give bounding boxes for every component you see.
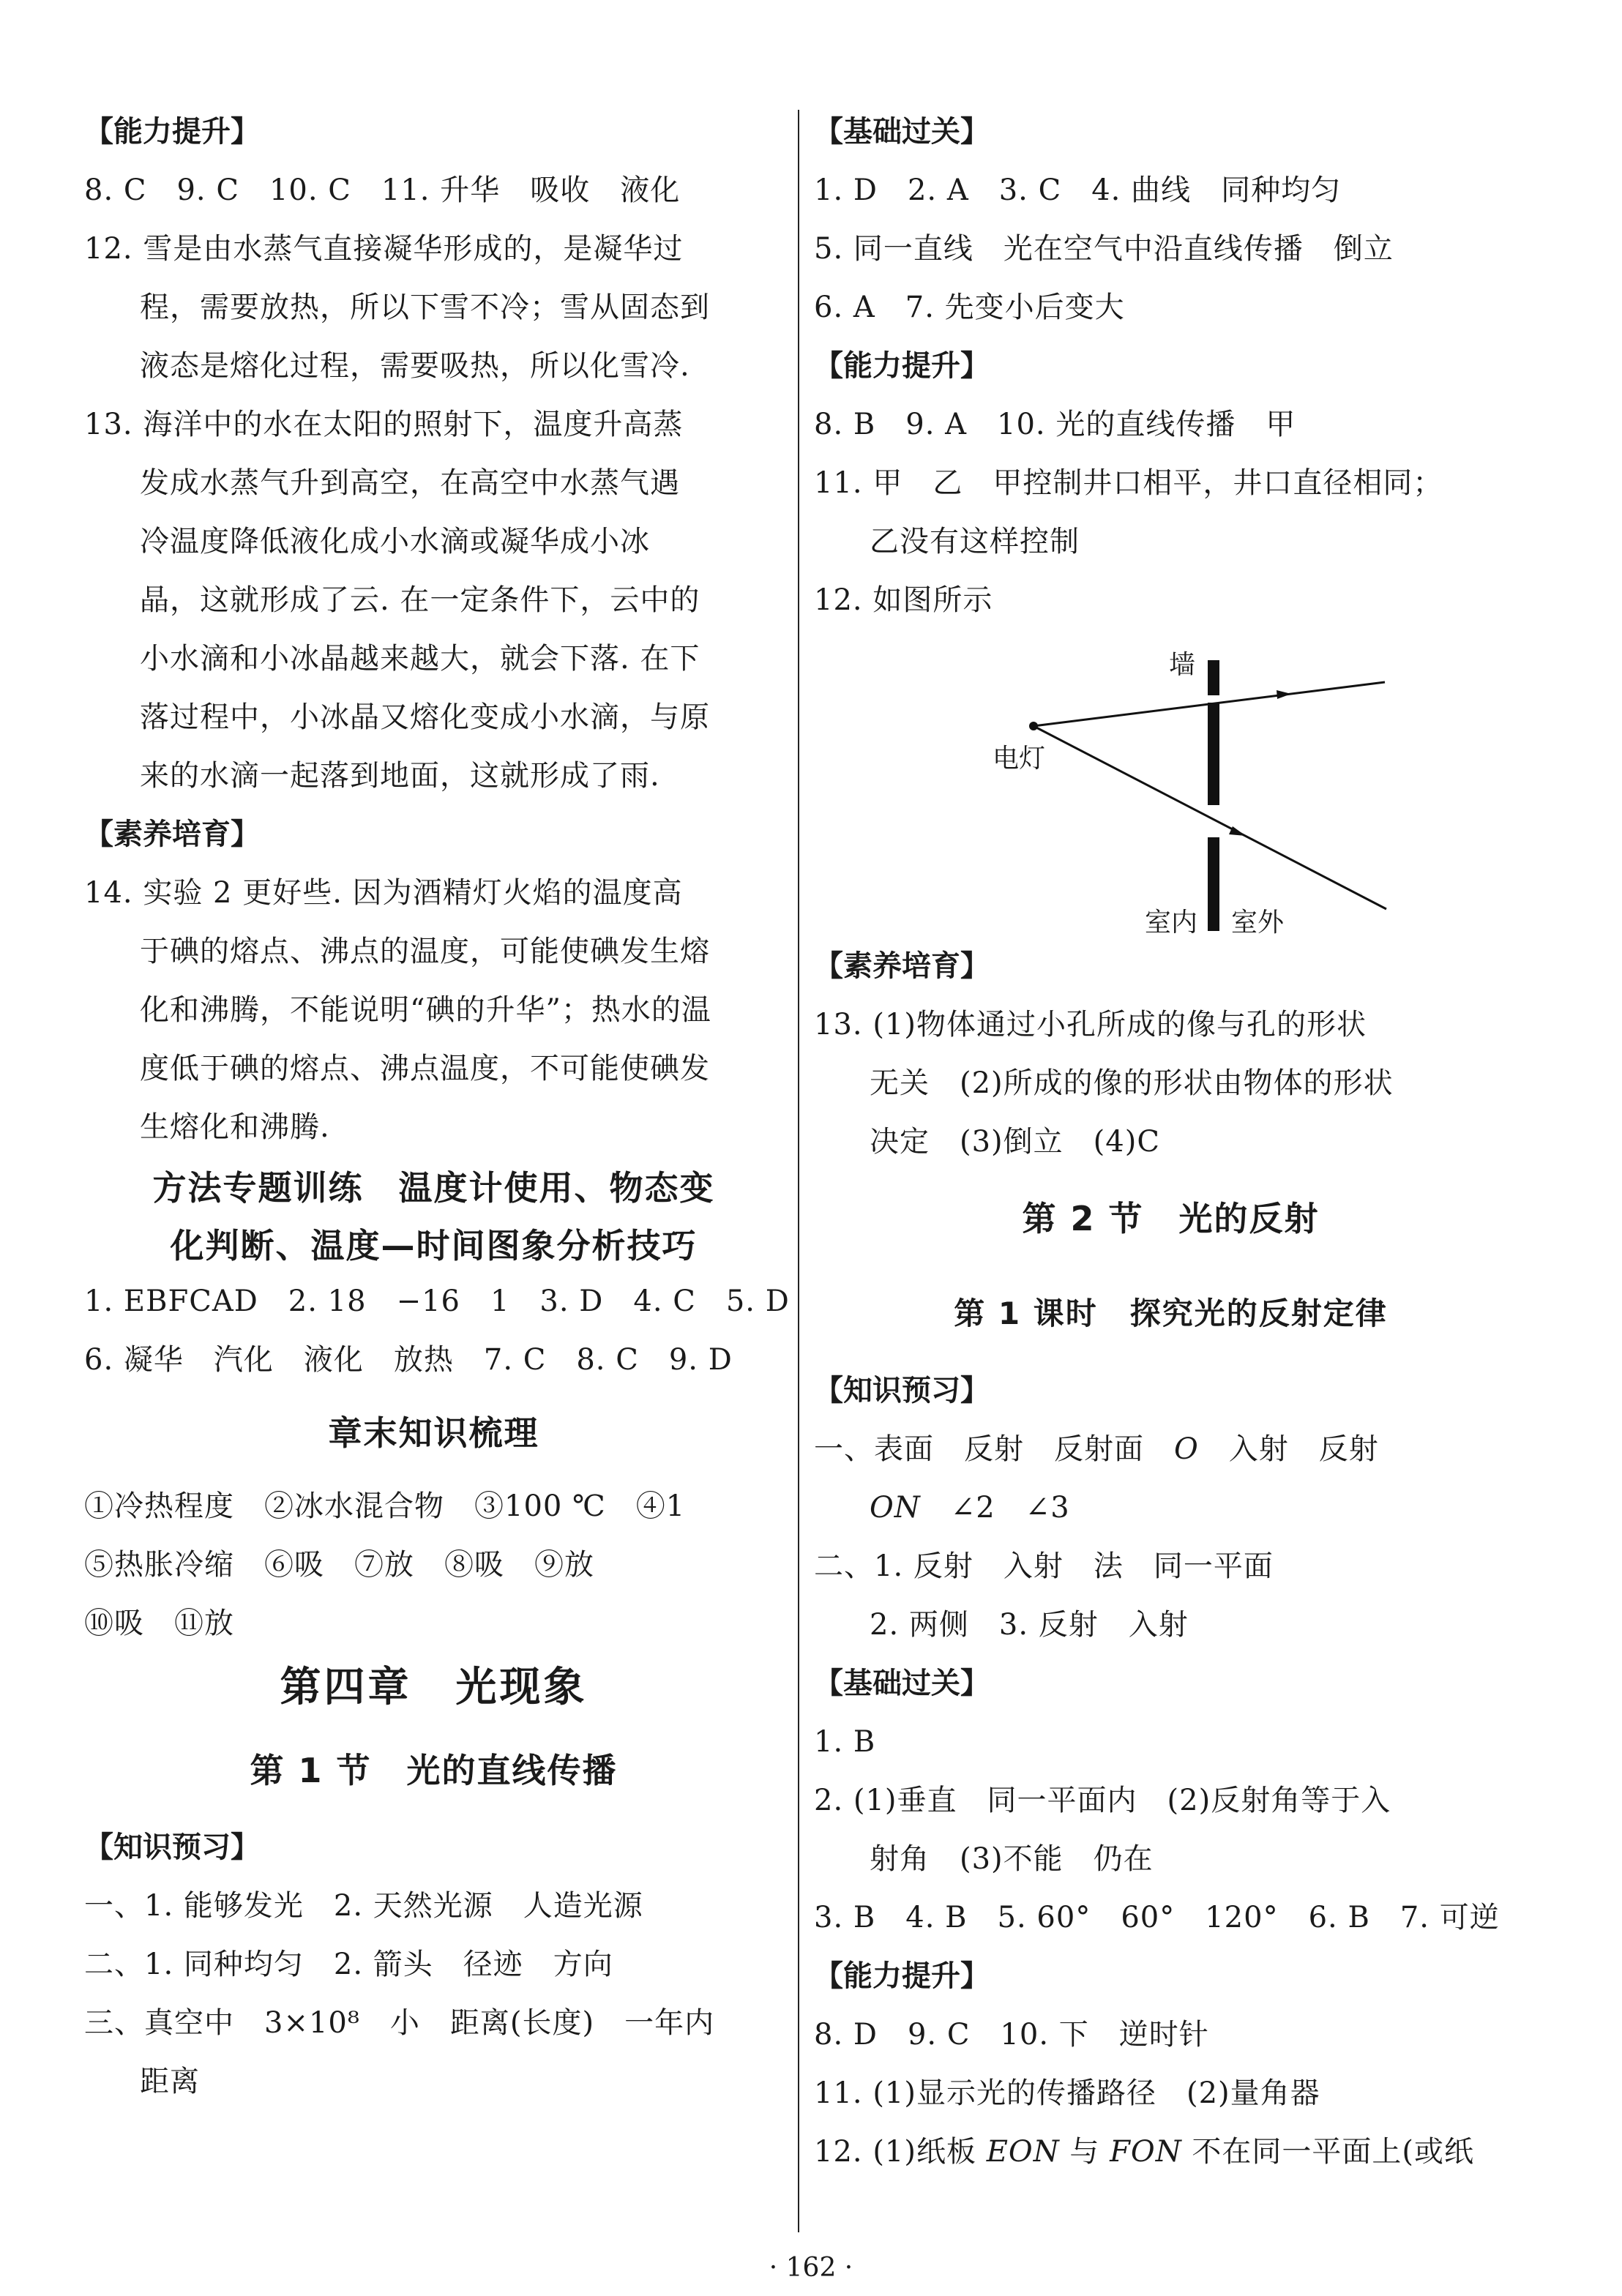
answer-line: 生熔化和沸腾. [140,1110,330,1144]
answer-line: 乙没有这样控制 [870,525,1080,558]
answer-line: 化和沸腾，不能说明“碘的升华”；热水的温 [140,993,711,1027]
answer-line: 1. D 2. A 3. C 4. 曲线 同种均匀 [814,173,1342,207]
page-number: · 162 · [769,2253,853,2283]
answer-line: 1. EBFCAD 2. 18 −16 1 3. D 4. C 5. D [84,1285,790,1318]
section-header-basic: 【基础过关】 [814,1667,990,1700]
board-fon: FON [1110,2135,1182,2169]
answer-line: 6. A 7. 先变小后变大 [814,291,1125,324]
section-header-preview: 【知识预习】 [84,1831,260,1864]
wall-gap-lower [1205,805,1222,837]
answer-line: 8. C 9. C 10. C 11. 升华 吸收 液化 [84,173,681,207]
answer-text: 不在同一平面上(或纸 [1181,2135,1475,2169]
answer-line: 度低于碘的熔点、沸点温度，不可能使碘发 [140,1052,710,1085]
answer-line: 液态是熔化过程，需要吸热，所以化雪冷. [140,349,690,383]
chapter-title: 第四章 光现象 [280,1664,588,1711]
answer-line: 距离 [140,2065,200,2098]
summary-title: 章末知识梳理 [328,1413,539,1453]
summary-line: ①冷热程度 ②冰水混合物 ③100 ℃ ④1 [84,1489,686,1523]
answer-line: 晶，这就形成了云. 在一定条件下，云中的 [140,583,700,617]
answer-line: 13. 海洋中的水在太阳的照射下，温度升高蒸 [84,408,684,441]
answer-text: 入射 反射 [1198,1432,1379,1466]
answer-line: 无关 (2)所成的像的形状由物体的形状 [870,1066,1394,1100]
answer-line: 12. 雪是由水蒸气直接凝华形成的，是凝华过 [84,232,684,266]
section-header-ability: 【能力提升】 [814,349,990,383]
column-divider [798,110,799,2232]
answer-line: 8. D 9. C 10. 下 逆时针 [814,2018,1209,2052]
answer-line: 5. 同一直线 光在空气中沿直线传播 倒立 [814,232,1394,266]
answer-line: 三、真空中 3×10⁸ 小 距离(长度) 一年内 [84,2006,715,2040]
answer-line: 射角 (3)不能 仍在 [870,1842,1154,1876]
wall-label: 墙 [1169,650,1196,680]
answer-line: 3. B 4. B 5. 60° 60° 120° 6. B 7. 可逆 [814,1901,1500,1934]
answer-line: 14. 实验 2 更好些. 因为酒精灯火焰的温度高 [84,876,683,910]
normal-on: ON [870,1491,921,1525]
answer-text: 12. (1)纸板 [814,2135,987,2169]
answer-line: 程，需要放热，所以下雪不冷；雪从固态到 [140,291,710,324]
section-title: 第 2 节 光的反射 [1022,1199,1320,1238]
answer-line: 1. B [814,1725,876,1759]
answer-line: 二、1. 同种均匀 2. 箭头 径迹 方向 [84,1948,613,1981]
answer-line: 二、1. 反射 入射 法 同一平面 [814,1549,1274,1583]
lesson-title: 第 1 课时 探究光的反射定律 [954,1295,1388,1331]
board-eon: EON [986,2135,1060,2169]
summary-line: ⑩吸 ⑪放 [84,1607,234,1640]
section-title: 第 1 节 光的直线传播 [250,1751,618,1790]
left-column [84,102,790,2111]
answer-line: 落过程中，小冰晶又熔化变成小水滴，与原 [140,700,710,734]
outdoor-label: 室外 [1231,908,1285,938]
answer-line: 小水滴和小冰晶越来越大，就会下落. 在下 [140,642,700,676]
answer-line: 决定 (3)倒立 (4)C [870,1125,1160,1159]
section-header-literacy: 【素养培育】 [814,949,990,983]
light-ray-figure [814,629,1528,937]
answer-line: 11. 甲 乙 甲控制井口相平，井口直径相同； [814,466,1443,500]
section-header-ability: 【能力提升】 [84,115,260,149]
arrow-icon [1277,690,1291,699]
answer-line [814,1420,1528,1478]
right-column [814,102,1528,2181]
answer-line: 2. (1)垂直 同一平面内 (2)反射角等于入 [814,1784,1391,1817]
method-title: 方法专题训练 温度计使用、物态变 [152,1168,715,1208]
summary-line: ⑤热胀冷缩 ⑥吸 ⑦放 ⑧吸 ⑨放 [84,1548,594,1582]
section-header-literacy: 【素养培育】 [84,818,260,851]
answer-line: 13. (1)物体通过小孔所成的像与孔的形状 [814,1008,1367,1042]
answer-line: 来的水滴一起落到地面，这就形成了雨. [140,759,660,793]
indoor-label: 室内 [1145,908,1198,938]
method-title: 化判断、温度—时间图象分析技巧 [170,1226,698,1265]
answer-text: ∠2 ∠3 [920,1491,1070,1525]
answer-line: 12. 如图所示 [814,583,993,617]
section-header-preview: 【知识预习】 [814,1374,990,1407]
answer-line: 冷温度降低液化成小水滴或凝华成小冰 [140,525,650,558]
answer-line: 2. 两侧 3. 反射 入射 [870,1608,1189,1642]
answer-line [814,2123,1528,2181]
answer-line: 于碘的熔点、沸点的温度，可能使碘发生熔 [140,935,710,968]
section-header-basic: 【基础过关】 [814,115,990,149]
answer-text: 与 [1059,2135,1110,2169]
answer-line: 11. (1)显示光的传播路径 (2)量角器 [814,2076,1320,2110]
answer-line [814,1478,1528,1537]
answer-line: 8. B 9. A 10. 光的直线传播 甲 [814,408,1296,441]
lamp-label: 电灯 [993,744,1046,774]
answer-text: 一、表面 反射 反射面 [814,1432,1174,1466]
answer-line: 发成水蒸气升到高空，在高空中水蒸气遇 [140,466,680,500]
section-header-ability: 【能力提升】 [814,1959,990,1993]
point-o: O [1174,1432,1199,1466]
answer-line: 一、1. 能够发光 2. 天然光源 人造光源 [84,1889,643,1923]
answer-line: 6. 凝华 汽化 液化 放热 7. C 8. C 9. D [84,1343,733,1377]
wall-gap-upper [1205,695,1222,703]
